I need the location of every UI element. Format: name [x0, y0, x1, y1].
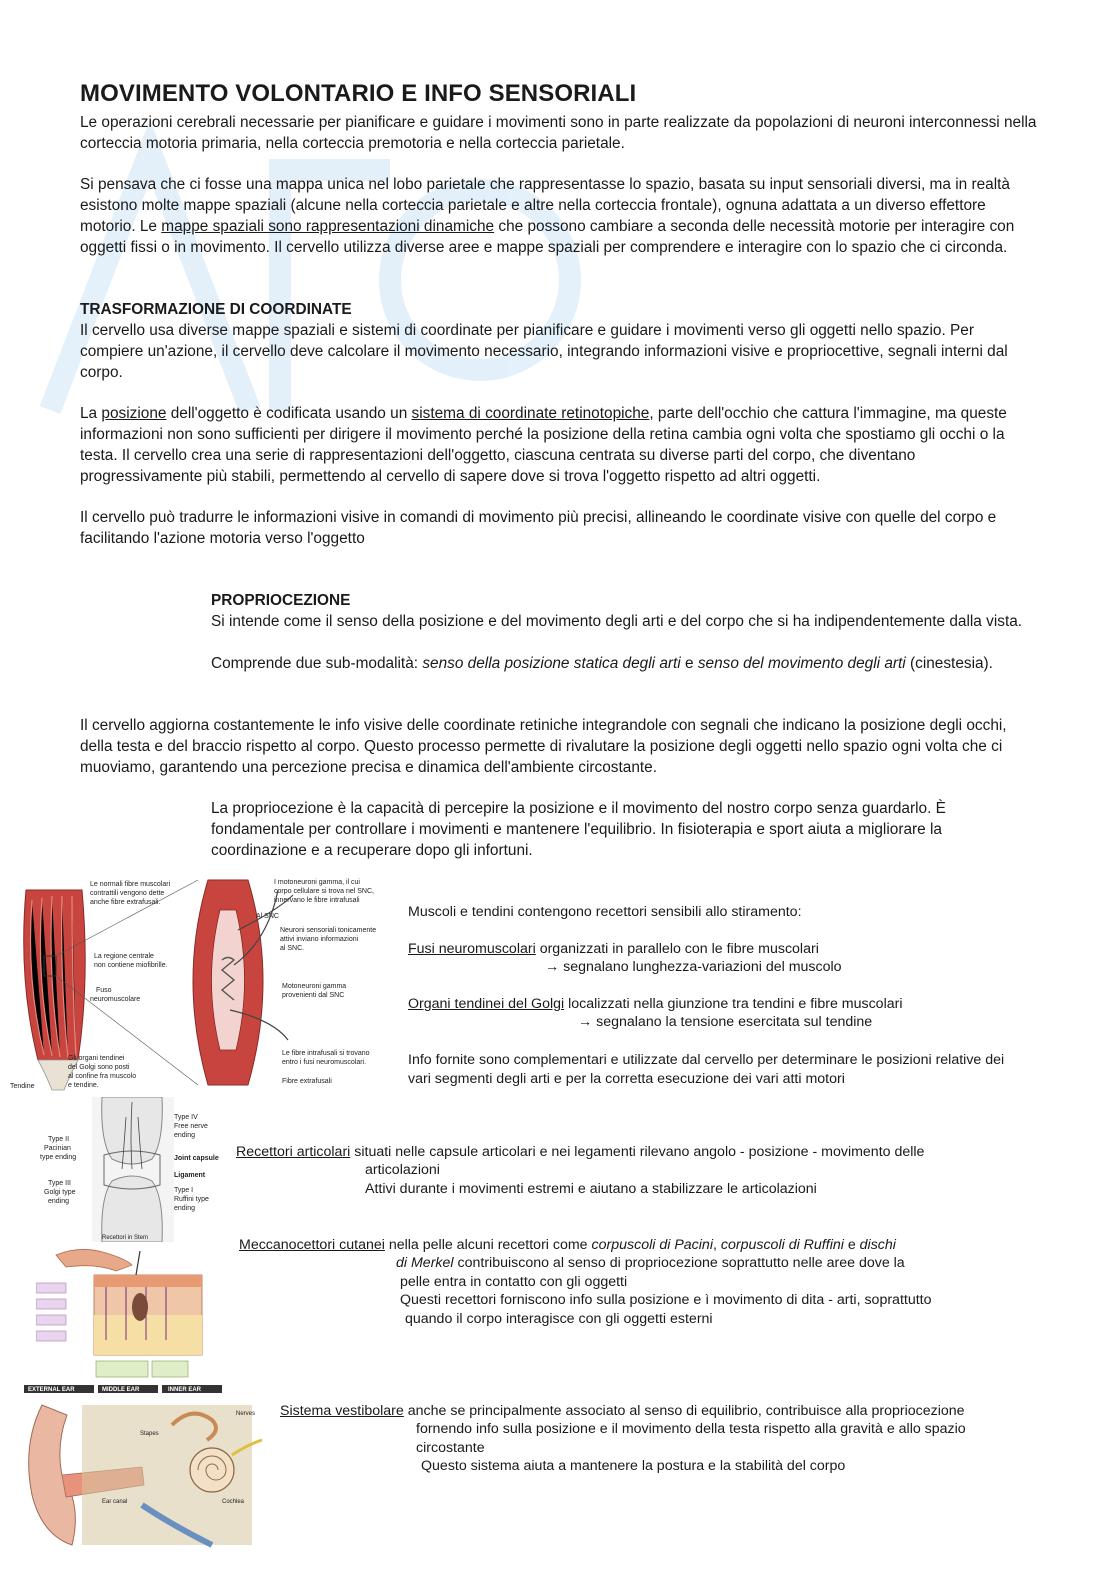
joint-u: Recettori articolari: [236, 1144, 351, 1160]
lbl-r5: Neuroni sensoriali tonicamente: [280, 927, 377, 934]
ear-vestibular-figure: [22, 1385, 268, 1557]
lbl-l1: Le normali fibre muscolari: [90, 881, 171, 888]
muscle-golgi-u: Organi tendinei del Golgi: [408, 996, 565, 1012]
vest-t1: anche se principalmente associato al senso di equilibrio, contribuisce alla propriocezione: [403, 1403, 965, 1419]
joint-line1: [236, 1143, 1076, 1162]
jl-e: Pacinian: [44, 1145, 71, 1152]
skin-t1i3: dischi: [859, 1237, 896, 1253]
jl-i: Type III: [48, 1180, 71, 1187]
skin-t1b: ,: [712, 1237, 721, 1253]
skin-line1: [239, 1236, 1089, 1255]
lbl-r8: Motoneuroni gamma: [282, 983, 347, 990]
proprio-line2-i1: senso della posizione statica degli arti: [422, 655, 681, 672]
muscle-spindle-figure: [8, 870, 400, 1095]
skin-line3: pelle entra in contatto con gli oggetti: [400, 1274, 628, 1290]
lbl-l12: Tendine: [10, 1083, 35, 1090]
lbl-r11: entro i fusi neuromuscolari.: [282, 1059, 367, 1066]
coords-p2-a: La: [80, 405, 102, 422]
jl-f: type ending: [40, 1154, 77, 1161]
joint-receptors-figure: [40, 1097, 225, 1242]
skin-line4: Questi recettori forniscono info sulla posizione e ì movimento di dita - arti, soprattutto: [400, 1292, 932, 1308]
jl-j: Golgi type: [44, 1189, 76, 1196]
lbl-r9: provenienti dal SNC: [282, 992, 345, 999]
skin-t1i2: corpuscoli di Ruffini: [720, 1237, 844, 1253]
skin-mechanoreceptors-figure: [36, 1245, 226, 1380]
lbl-r7: al SNC.: [280, 945, 305, 952]
el-a: EXTERNAL EAR: [28, 1387, 75, 1393]
lbl-l8: Gli organi tendinei: [68, 1055, 125, 1062]
vest-line3: circostante: [416, 1440, 485, 1456]
vest-line2: fornendo info sulla posizione e il movimento della testa rispetto alla gravità e allo spazio: [416, 1421, 966, 1437]
lbl-l3: anche fibre extrafusali.: [90, 899, 161, 906]
el-e: Nerves: [236, 1411, 256, 1417]
el-c: INNER EAR: [168, 1387, 202, 1393]
muscle-golgi-arrow: → segnalano la tensione esercitata sul tendine: [578, 1014, 873, 1030]
jl-n: ending: [174, 1205, 196, 1212]
maps-part1: Si pensava che ci fosse una mappa unica nel lobo parietale che rappresentasse lo spazio, basata su input sensoriali diversi, ma in realtà esistono molte mappe spaziali (alcune nella corteccia parietale e altre nella corteccia frontale), ognuna adattata a un diverso effettore motorio. Le: [80, 176, 1010, 235]
jl-l: Type I: [174, 1187, 194, 1194]
skin-t1i: corpuscoli di Pacini: [591, 1237, 713, 1253]
coords-paragraph-3: Il cervello può tradurre le informazioni visive in comandi di movimento più precisi, allineando le coordinate visive con quelle del corpo e facilitando l'azione motoria verso l'oggetto: [80, 509, 997, 547]
lbl-l10: al confine fra muscolo: [68, 1073, 137, 1080]
lbl-l4: La regione centrale: [94, 953, 154, 960]
lbl-r10: Le fibre intrafusali si trovano: [282, 1050, 370, 1057]
proprio-line2-a: Comprende due sub-modalità:: [211, 655, 423, 672]
lbl-r2: corpo cellulare si trova nel SNC,: [274, 888, 374, 895]
lbl-l9: del Golgi sono posti: [68, 1064, 130, 1071]
maps-paragraph: [80, 174, 1040, 258]
vest-line1: [280, 1402, 1080, 1421]
jl-h: Ligament: [174, 1172, 206, 1179]
muscle-fusi-arrow: → segnalano lunghezza-variazioni del muscolo: [545, 959, 842, 975]
coords-p2-c: , parte dell'occhio che cattura l'immagine, ma queste informazioni non sono sufficienti per dirigere il movimento perché la posizione della retina cambia ogni volta che spostiamo gli occhi o la testa. Il cervello crea una serie di rappresentazioni dell'oggetto, ciascuna centrata su diverse parti del corpo, che diventano progressivamente più stabili, permettendo al cervello di sapere dove si trova l'oggetto rispetto ad altri oggetti.: [80, 405, 1007, 485]
coords-heading: TRASFORMAZIONE DI COORDINATE: [80, 301, 352, 318]
lbl-r3: innervano le fibre intrafusali: [274, 897, 360, 904]
skin-t1a: nella pelle alcuni recettori come: [384, 1237, 592, 1253]
jl-o: Recettori in Stem: [102, 1235, 149, 1241]
lbl-r12: Fibre extrafusali: [282, 1078, 332, 1085]
joint-line3: Attivi durante i movimenti estremi e aiutano a stabilizzare le articolazioni: [365, 1181, 817, 1197]
muscle-fusi-t: organizzati in parallelo con le fibre muscolari: [535, 941, 819, 957]
proprio-line2-b: e: [680, 655, 698, 672]
jl-m: Ruffini type: [174, 1196, 209, 1203]
muscle-fusi-u: Fusi neuromuscolari: [408, 941, 536, 957]
lbl-l5: non contiene miofibrille.: [94, 962, 168, 969]
coords-paragraph-1: Il cervello usa diverse mappe spaziali e sistemi di coordinate per pianificare e guidare i movimenti verso gli oggetti nello spazio. Per compiere un'azione, il cervello deve calcolare il movimento necessario, integrando informazioni visive e propriocettive, segnali interni dal corpo.: [80, 322, 1008, 381]
vest-line4: Questo sistema aiuta a mantenere la postura e la stabilità del corpo: [421, 1458, 846, 1474]
coords-p2-b: dell'oggetto è codificata usando un: [166, 405, 412, 422]
maps-underlined: mappe spaziali sono rappresentazioni dinamiche: [161, 218, 495, 235]
muscle-intro: Muscoli e tendini contengono recettori sensibili allo stiramento:: [408, 904, 802, 920]
jl-d: Type II: [48, 1136, 70, 1143]
jl-c: ending: [174, 1132, 196, 1139]
proprio-line2-c: (cinestesia).: [905, 655, 993, 672]
skin-line5: quando il corpo interagisce con gli oggetti esterni: [405, 1311, 713, 1327]
muscle-info: Info fornite sono complementari e utilizzate dal cervello per determinare le posizioni relative dei vari segmenti degli arti e per la corretta esecuzione dei vari atti motori: [408, 1052, 1005, 1087]
lbl-l6: Fuso: [96, 987, 112, 994]
el-d: Cochlea: [222, 1499, 245, 1505]
proprio-line2-i2: senso del movimento degli arti: [697, 655, 906, 672]
lbl-l11: e tendine.: [68, 1082, 99, 1089]
coords-p2-u2: sistema di coordinate retinotopiche: [411, 405, 650, 422]
coords-paragraph-2: [80, 403, 1040, 487]
proprio-line2: [211, 653, 1011, 674]
skin-t1c: e: [843, 1237, 860, 1253]
skin-t2: contribuiscono al senso di propriocezione soprattutto nelle aree dove la: [453, 1255, 905, 1271]
jl-b: Free nerve: [174, 1123, 208, 1130]
muscle-golgi-t: localizzati nella giunzione tra tendini e fibre muscolari: [564, 996, 903, 1012]
skin-t2i: di Merkel: [396, 1255, 454, 1271]
maps-part2: che possono cambiare a seconda delle necessità motorie per interagire con oggetti fissi o in movimento. Il cervello utilizza diverse aree e mappe spaziali per comprendere e interagire con lo spazio che ci circonda.: [80, 218, 1015, 256]
joint-line2: articolazioni: [365, 1162, 440, 1178]
skin-u: Meccanocettori cutanei: [239, 1237, 385, 1253]
coords-p2-u1: posizione: [101, 405, 167, 422]
muscle-golgi: [408, 995, 1068, 1014]
jl-a: Type IV: [174, 1114, 198, 1121]
lbl-l2: contrattili vengono dette: [90, 890, 165, 897]
vest-u: Sistema vestibolare: [280, 1403, 404, 1419]
lbl-r6: attivi inviano informazioni: [280, 936, 359, 943]
lbl-r4: Al SNC: [256, 913, 279, 920]
jl-k: ending: [48, 1198, 70, 1205]
lbl-r1: I motoneuroni gamma, il cui: [274, 879, 360, 886]
muscle-fusi: [408, 940, 1068, 959]
update-paragraph: Il cervello aggiorna costantemente le info visive delle coordinate retiniche integrandole con segnali che indicano la posizione degli occhi, della testa e del braccio rispetto al corpo. Questo processo permette di rivalutare la posizione degli oggetti nello spazio ogni volta che ci muoviamo, garantendo una percezione precisa e dinamica dell'ambiente circostante.: [80, 717, 1007, 776]
definition-paragraph: La propriocezione è la capacità di percepire la posizione e il movimento del nostro corpo senza guardarlo. È fondamentale per controllare i movimenti e mantenere l'equilibrio. In fisioterapia e sport aiuta a migliorare la coordinazione e a recuperare dopo gli infortuni.: [211, 800, 946, 859]
jl-g: Joint capsule: [174, 1155, 219, 1162]
proprio-line1: Si intende come il senso della posizione e del movimento degli arti e del corpo che si ha indipendentemente dalla vista.: [211, 613, 1023, 630]
el-g: Stapes: [140, 1431, 159, 1437]
joint-t1: situati nelle capsule articolari e nei legamenti rilevano angolo - posizione - movimento delle: [350, 1144, 925, 1160]
intro-paragraph: Le operazioni cerebrali necessarie per pianificare e guidare i movimenti sono in parte realizzate da popolazioni di neuroni interconnessi nella corteccia motoria primaria, nella corteccia premotoria e nella corteccia parietale.: [80, 114, 1037, 152]
skin-line2: [396, 1254, 1076, 1273]
page-title: MOVIMENTO VOLONTARIO E INFO SENSORIALI: [80, 80, 637, 107]
el-f: Ear canal: [102, 1499, 128, 1505]
lbl-l7: neuromuscolare: [90, 996, 141, 1003]
proprio-heading: PROPRIOCEZIONE: [211, 592, 351, 609]
el-b: MIDDLE EAR: [102, 1387, 140, 1393]
